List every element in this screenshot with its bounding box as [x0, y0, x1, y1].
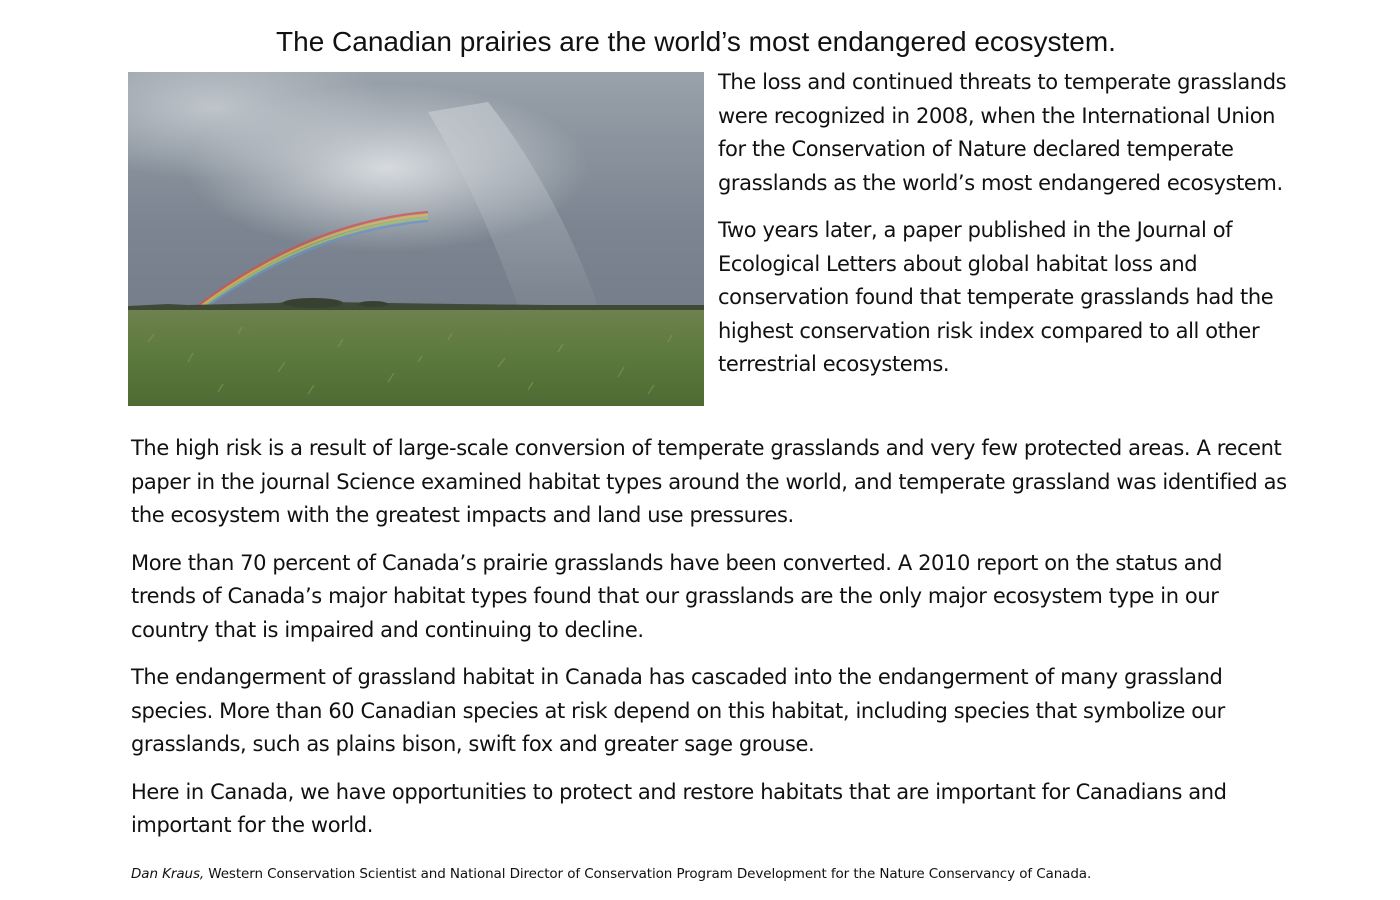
- intro-paragraph-iucn: The loss and continued threats to temperate grasslands were recognized in 2008, when the International Union for the Conservation of Nature declared temperate grasslands as the world’s most endangered ecosystem.: [718, 70, 1287, 195]
- intro-text-column: [718, 66, 1290, 396]
- body-text: [131, 432, 1291, 857]
- body-paragraph-high-risk: The high risk is a result of large-scale conversion of temperate grasslands and very few protected areas. A recent paper in the journal Science examined habitat types around the world, and temperate grassland was identified as the ecosystem with the greatest impacts and land use pressures.: [131, 436, 1287, 527]
- author-role: Western Conservation Scientist and National Director of Conservation Program Development for the Nature Conservancy of Canada.: [204, 866, 1092, 882]
- body-paragraph-opportunities: Here in Canada, we have opportunities to protect and restore habitats that are important for Canadians and important for the world.: [131, 779, 1227, 837]
- body-paragraph-species: The endangerment of grassland habitat in Canada has cascaded into the endangerment of many grassland species. More than 60 Canadian species at risk depend on this habitat, including species that symbolize our grasslands, such as plains bison, swift fox and greater sage grouse.: [131, 665, 1225, 756]
- prairie-rainbow-photo: [128, 72, 704, 406]
- intro-paragraph-ecology-letters: Two years later, a paper published in the Journal of Ecological Letters about global habitat loss and conservation found that temperate grasslands had the highest conservation risk index compared to all other terrestrial ecosystems.: [718, 218, 1274, 376]
- author-credit: [131, 863, 1331, 885]
- body-paragraph-conversion: More than 70 percent of Canada’s prairie grasslands have been converted. A 2010 report on the status and trends of Canada’s major habitat types found that our grasslands are the only major ecosystem type in our country that is impaired and continuing to decline.: [131, 550, 1223, 642]
- photo-illustration: [128, 72, 704, 406]
- author-name: Dan Kraus,: [131, 866, 205, 882]
- page-title: The Canadian prairies are the world’s most endangered ecosystem.: [276, 26, 1116, 57]
